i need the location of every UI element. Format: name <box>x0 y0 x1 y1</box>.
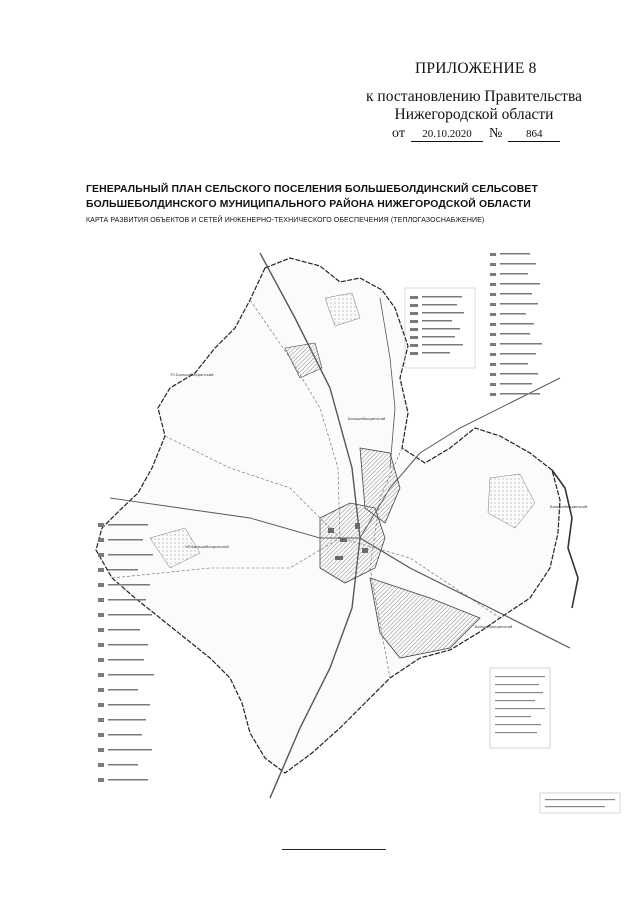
svg-text:Большеболдинский: Большеболдинский <box>550 505 588 509</box>
decree-number: 864 <box>508 128 560 142</box>
appendix-label: ПРИЛОЖЕНИЕ 8 <box>415 60 537 77</box>
decree-date: 20.10.2020 <box>411 128 483 142</box>
document-title <box>86 182 586 212</box>
decree-reference <box>366 88 582 124</box>
decree-line-2: Нижегородской области <box>394 106 554 123</box>
number-label: № <box>488 126 503 141</box>
stamp-block <box>490 668 620 813</box>
svg-text:НП Большеболдинский: НП Большеболдинский <box>185 545 229 549</box>
decree-line-1: к постановлению Правительства <box>366 88 582 105</box>
title-line-2: БОЛЬШЕБОЛДИНСКОГО МУНИЦИПАЛЬНОГО РАЙОНА НИЖЕГОРОДСКОЙ ОБЛАСТИ <box>86 199 531 210</box>
svg-text:Большеболдинский: Большеболдинский <box>348 417 386 421</box>
from-label: от <box>392 126 405 141</box>
bottom-rule <box>282 849 386 850</box>
title-line-1: ГЕНЕРАЛЬНЫЙ ПЛАН СЕЛЬСКОГО ПОСЕЛЕНИЯ БОЛЬШЕБОЛДИНСКИЙ СЕЛЬСОВЕТ <box>86 184 539 195</box>
decree-date-number <box>392 126 560 142</box>
svg-text:Большеболдинский: Большеболдинский <box>475 625 513 629</box>
svg-text:ТО Большеболдинский: ТО Большеболдинский <box>170 373 214 377</box>
map-drawing <box>90 238 630 838</box>
legend-top-right <box>405 253 542 396</box>
general-plan-map <box>90 238 630 838</box>
map-subtitle: КАРТА РАЗВИТИЯ ОБЪЕКТОВ И СЕТЕЙ ИНЖЕНЕРНО-ТЕХНИЧЕСКОГО ОБЕСПЕЧЕНИЯ (ТЕПЛОГАЗОСНАБЖЕНИЕ) <box>86 217 485 224</box>
